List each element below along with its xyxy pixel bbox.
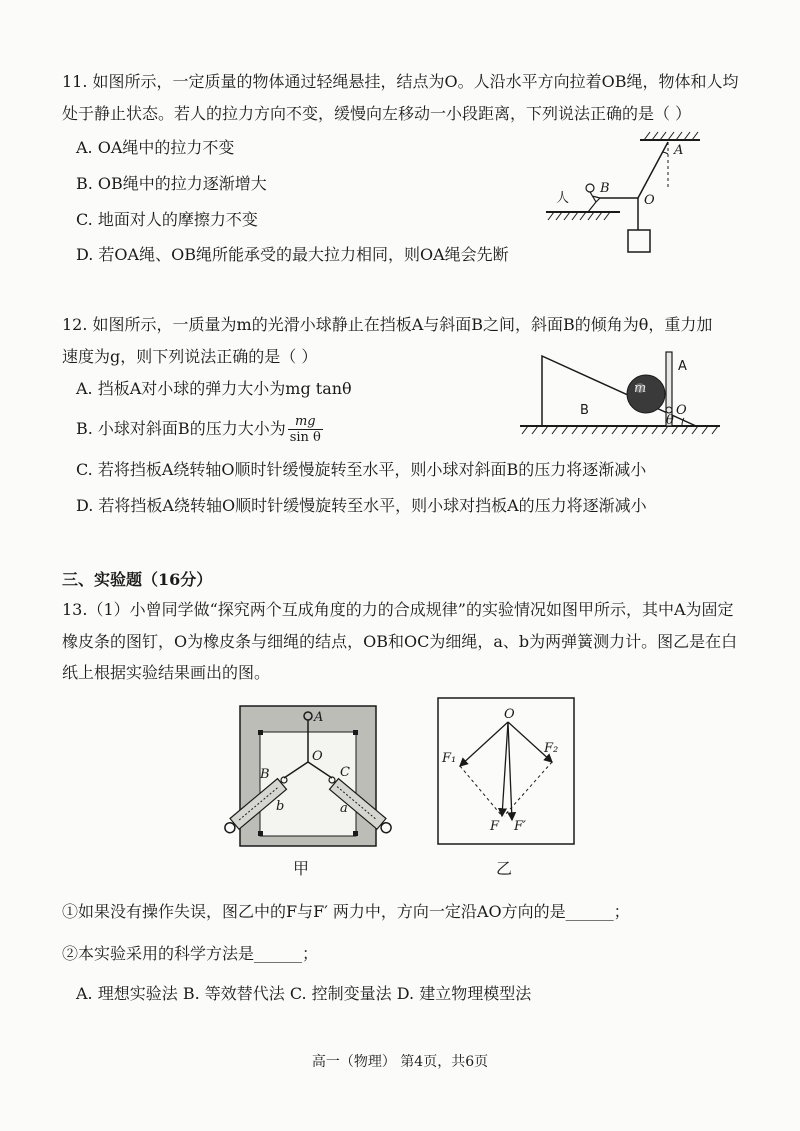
q13-jia-label-o: O [312, 749, 323, 764]
q11-label-person: 人 [556, 191, 570, 206]
q13-jia-label-a-small: a [340, 801, 348, 816]
q13-sub1: ①如果没有操作失误，图乙中的F与F′ 两力中，方向一定沿AO方向的是______； [62, 902, 630, 921]
q12-option-a: A. 挡板A对小球的弹力大小为mg tanθ [76, 379, 352, 398]
q11-label-a: A [674, 143, 684, 158]
q11-figure [540, 130, 720, 270]
q13-yi-label-fprime: F′ [514, 819, 526, 834]
page-footer: 高一（物理） 第4页，共6页 [311, 1054, 489, 1070]
q13-figure-yi [436, 696, 576, 846]
q12-label-m: m [634, 381, 647, 396]
q13-line2: 橡皮条的图钉，O为橡皮条与细绳的结点，OB和OC为细绳，a、b为两弹簧测力计。图乙是在白 [62, 632, 738, 651]
q13-caption-jia: 甲 [293, 859, 310, 878]
q12-option-b-fraction [288, 414, 323, 445]
section-3-title: 三、实验题（16分） [62, 570, 213, 589]
q12-label-o: O [676, 403, 687, 418]
q13-jia-label-a: A [314, 710, 324, 725]
q11-option-b: B. OB绳中的拉力逐渐增大 [76, 174, 267, 193]
q11-label-o: O [644, 193, 655, 208]
q12-stem-line1: 12. 如图所示，一质量为m的光滑小球静止在挡板A与斜面B之间，斜面B的倾角为θ，重力加 [62, 315, 713, 334]
q13-yi-label-f1: F₁ [442, 751, 457, 766]
q13-line3: 纸上根据实验结果画出的图。 [62, 663, 271, 682]
q13-sub2: ②本实验采用的科学方法是______； [62, 944, 319, 963]
q11-option-d: D. 若OA绳、OB绳所能承受的最大拉力相同，则OA绳会先断 [76, 245, 509, 264]
q12-label-b: B [580, 403, 589, 418]
q13-yi-label-f: F [490, 819, 500, 834]
q11-option-c: C. 地面对人的摩擦力不变 [76, 210, 258, 229]
q13-jia-label-b: B [260, 767, 270, 782]
q11-stem-line1: 11. 如图所示，一定质量的物体通过轻绳悬挂，结点为O。人沿水平方向拉着OB绳，物体和人均 [62, 72, 739, 91]
q13-options: A. 理想实验法 B. 等效替代法 C. 控制变量法 D. 建立物理模型法 [76, 984, 532, 1003]
q13-jia-label-c: C [340, 765, 350, 780]
q13-yi-label-o: O [504, 707, 515, 722]
q12-option-b-numerator: mg [288, 414, 323, 430]
q12-label-a: A [678, 359, 687, 374]
q12-label-theta: θ [666, 413, 674, 428]
q13-line1: 13.（1）小曾同学做“探究两个互成角度的力的合成规律”的实验情况如图甲所示，其中A为固定 [62, 600, 734, 619]
q12-option-b-denominator: sin θ [289, 430, 321, 445]
q12-figure [516, 346, 726, 442]
q12-option-b-prefix: B. 小球对斜面B的压力大小为 [76, 419, 286, 438]
q12-stem-line2: 速度为g，则下列说法正确的是（ ） [62, 347, 318, 366]
q13-yi-label-f2: F₂ [544, 741, 559, 756]
q11-stem-line2: 处于静止状态。若人的拉力方向不变，缓慢向左移动一小段距离，下列说法正确的是（ ） [62, 104, 692, 123]
q11-option-a: A. OA绳中的拉力不变 [76, 138, 235, 157]
q11-label-b: B [600, 181, 610, 196]
q13-jia-label-b-small: b [276, 799, 285, 814]
q13-caption-yi: 乙 [496, 859, 513, 878]
q12-option-d: D. 若将挡板A绕转轴O顺时针缓慢旋转至水平，则小球对挡板A的压力将逐渐减小 [76, 496, 647, 515]
q12-option-c: C. 若将挡板A绕转轴O顺时针缓慢旋转至水平，则小球对斜面B的压力将逐渐减小 [76, 460, 647, 479]
q13-figure-jia [214, 704, 404, 850]
q12-option-b [76, 414, 325, 445]
